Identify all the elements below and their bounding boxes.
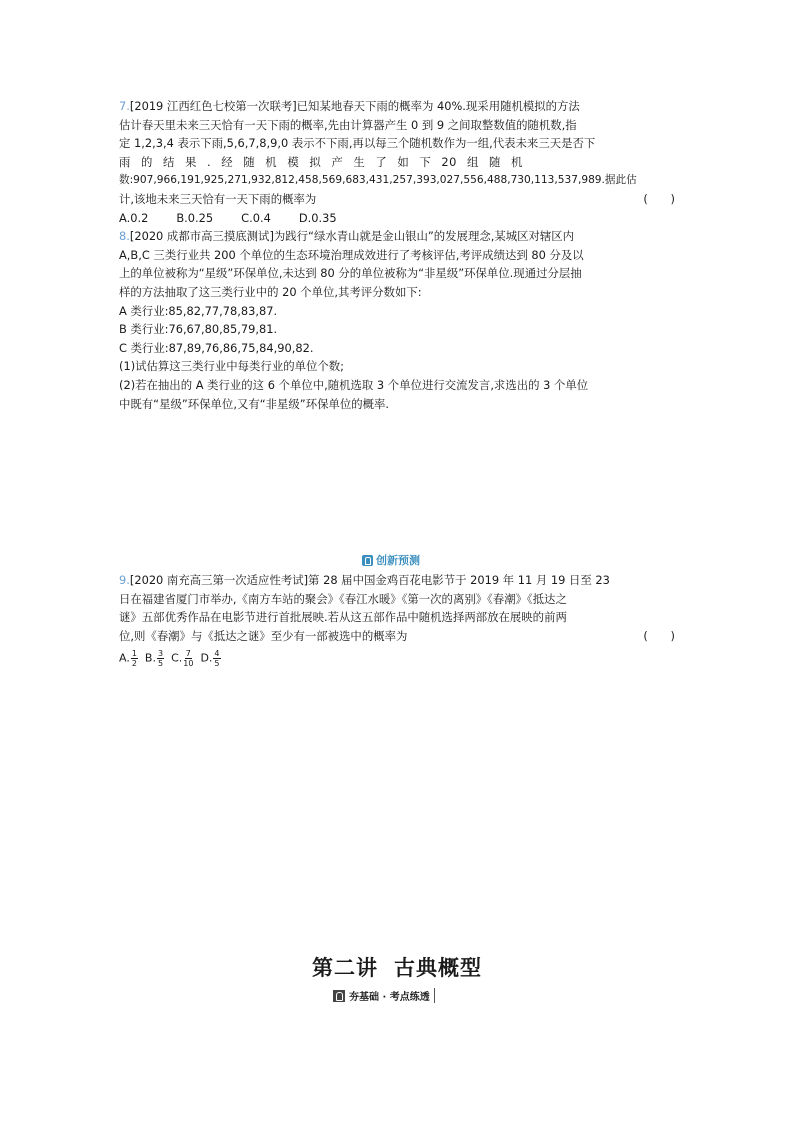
option-b: B. $\frac{3}{5}$ [144, 649, 164, 669]
q8-number: 8. [119, 229, 130, 244]
q8-line-2: A,B,C 三类行业共 200 个单位的生态环境治理成效进行了考核评估,考评成绩达到 80 分及以 [119, 247, 584, 262]
question-8 [119, 227, 675, 413]
q7-line-6: 计,该地未来三天恰有一天下雨的概率为 ( ) [119, 190, 675, 209]
q8-line-3: 上的单位被称为“星级”环保单位,未达到 80 分的单位被称为“非星级”环保单位.现通过分层抽 [119, 266, 582, 281]
q9-line-1: 9. [2020 南充高三第一次适应性考试]第 28 届中国金鸡百花电影节于 2019 年 11 月 19 日至 23 [119, 571, 675, 590]
questions-block [119, 97, 675, 413]
option-a: A.0.2 [119, 210, 149, 225]
q9-line-2: 日在福建省厦门市举办,《南方车站的聚会》《春江水暖》《第一次的离别》《春潮》《抵达之 [119, 591, 567, 606]
lecture-title: 第二讲 古典概型 [312, 955, 482, 980]
question-9 [119, 571, 675, 668]
option-a: A. $\frac{1}{2}$ [119, 649, 137, 669]
option-d: D. $\frac{4}{5}$ [200, 649, 220, 669]
section-tag-innovation: 创新预测 [362, 552, 420, 568]
q8-line-4: 样的方法抽取了这三类行业中的 20 个单位,其考评分数如下: [119, 284, 422, 299]
option-d: D.0.35 [298, 210, 337, 225]
q9-line-4: 位,则《春潮》与《抵达之谜》至少有一部被选中的概率为 ( ) [119, 627, 675, 646]
q8-data-c: C 类行业:87,89,76,86,75,84,90,82. [119, 340, 314, 355]
q7-line-1: 7. [2019 江西红色七校第一次联考]已知某地春天下雨的概率为 40%.现采用随机模拟的方法 [119, 97, 675, 116]
innovation-icon [362, 555, 373, 566]
q8-data-a: A 类行业:85,82,77,78,83,87. [119, 303, 278, 318]
q9-number: 9. [119, 573, 130, 587]
answer-paren: ( ) [643, 628, 675, 643]
q8-sub-2-line-2: 中既有“星级”环保单位,又有“非星级”环保单位的概率. [119, 396, 390, 411]
option-c: C. $\frac{7}{10}$ [171, 649, 194, 669]
q7-line-3: 定 1,2,3,4 表示下雨,5,6,7,8,9,0 表示不下雨,再以每三个随机数作为一组,代表未来三天是否下 [119, 136, 596, 151]
answer-paren: ( ) [643, 191, 675, 206]
q9-line-3: 谜》五部优秀作品在电影节进行首批展映.若从这五部作品中随机选择两部放在展映的前两 [119, 610, 567, 625]
q8-line-1: 8. [2020 成都市高三摸底测试]为践行“绿水青山就是金山银山”的发展理念,某城区对辖区内 [119, 227, 675, 246]
q8-sub-2-line-1: (2)若在抽出的 A 类行业的这 6 个单位中,随机选取 3 个单位进行交流发言,求选出的 3 个单位 [119, 377, 589, 392]
q7-options [119, 209, 675, 228]
lightbulb-icon [333, 990, 345, 1002]
q7-line-2: 估计春天里未来三天恰有一天下雨的概率,先由计算器产生 0 到 9 之间取整数值的随机数,指 [119, 117, 577, 132]
option-b: B.0.25 [176, 210, 214, 225]
q9-options [119, 649, 675, 668]
q7-line-5: 数:907,966,191,925,271,932,812,458,569,683,431,257,393,027,556,488,730,113,537,989.据此估 [119, 174, 637, 187]
q8-sub-1: (1)试估算这三类行业中每类行业的单位个数; [119, 359, 345, 374]
q7-number: 7. [119, 99, 130, 113]
q7-line-4: 雨 的 结 果 . 经 随 机 模 拟 产 生 了 如 下 20 组 随 机 [119, 154, 523, 169]
option-c: C.0.4 [241, 210, 271, 225]
sub-section-tag: 夯基础 · 考点练透 [333, 988, 435, 1003]
q8-data-b: B 类行业:76,67,80,85,79,81. [119, 322, 278, 337]
question-7 [119, 97, 675, 227]
